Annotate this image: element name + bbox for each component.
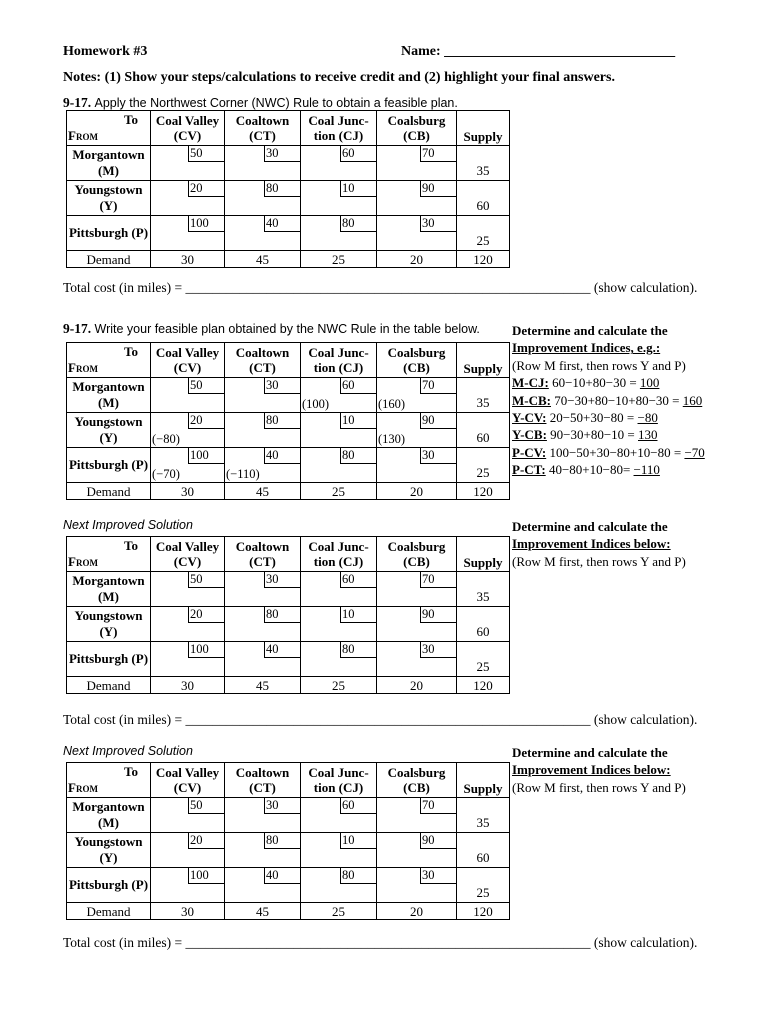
header-row bbox=[67, 763, 510, 798]
cost-box: 50 bbox=[188, 378, 224, 394]
supply-cell bbox=[457, 642, 510, 677]
demand-value: 25 bbox=[301, 903, 377, 920]
transportation-table bbox=[66, 536, 510, 694]
index-result: 100 bbox=[639, 375, 660, 391]
cost-box: 90 bbox=[420, 413, 456, 429]
allocation-cell[interactable] bbox=[151, 798, 225, 833]
cost-box: 20 bbox=[188, 413, 224, 429]
row-label-y: Youngstown (Y) bbox=[67, 607, 151, 642]
column-header-cj: Coal Junc- tion (CJ) bbox=[301, 343, 377, 378]
index-cell-label: P-CT: bbox=[512, 462, 546, 478]
allocation-cell[interactable] bbox=[151, 448, 225, 483]
supply-cell bbox=[457, 413, 510, 448]
question-2-text: Write your feasible plan obtained by the NWC Rule in the table below. bbox=[94, 322, 480, 336]
supply-cell bbox=[457, 607, 510, 642]
indices-panel-3 bbox=[512, 744, 752, 796]
total-cost-line-2: Total cost (in miles) = ____________________________________________________________ (show calculation). bbox=[63, 712, 698, 727]
indices-note: (Row M first, then rows Y and P) bbox=[512, 357, 686, 373]
question-1-number: 9-17. bbox=[63, 95, 92, 110]
cost-box: 80 bbox=[264, 181, 300, 197]
row-label-y: Youngstown (Y) bbox=[67, 413, 151, 448]
supply-header bbox=[457, 537, 510, 572]
row-label-p: Pittsburgh (P) bbox=[67, 868, 151, 903]
indices-heading-line-2: Improvement Indices, e.g.: bbox=[512, 340, 661, 356]
allocation-cell[interactable] bbox=[377, 146, 457, 181]
homework-title: Homework #3 bbox=[63, 44, 148, 59]
supply-cell bbox=[457, 448, 510, 483]
allocation-cell[interactable] bbox=[151, 642, 225, 677]
allocation-cell[interactable] bbox=[377, 378, 457, 413]
column-header-cb: Coalsburg (CB) bbox=[377, 537, 457, 572]
question-1 bbox=[63, 95, 458, 111]
index-result: 130 bbox=[638, 427, 658, 443]
supply-header-label: Supply bbox=[463, 361, 503, 376]
allocation-cell[interactable] bbox=[377, 642, 457, 677]
cost-box: 60 bbox=[340, 572, 376, 588]
cost-box: 10 bbox=[340, 833, 376, 849]
allocation-cell[interactable] bbox=[151, 378, 225, 413]
column-header-cv: Coal Valley (CV) bbox=[151, 537, 225, 572]
table-row bbox=[67, 216, 510, 251]
demand-value: 20 bbox=[377, 677, 457, 694]
supply-header-label: Supply bbox=[463, 781, 503, 796]
row-label-m: Morgantown (M) bbox=[67, 378, 151, 413]
allocation-cell[interactable] bbox=[225, 413, 301, 448]
demand-label: Demand bbox=[67, 483, 151, 500]
supply-cell bbox=[457, 216, 510, 251]
to-label: To bbox=[124, 764, 138, 779]
demand-value: 25 bbox=[301, 677, 377, 694]
cost-box: 50 bbox=[188, 146, 224, 162]
column-header-cj: Coal Junc- tion (CJ) bbox=[301, 537, 377, 572]
improvement-index-line bbox=[512, 444, 752, 461]
table-row bbox=[67, 181, 510, 216]
from-label: From bbox=[68, 128, 98, 143]
allocation-cell[interactable] bbox=[151, 833, 225, 868]
supply-value: 60 bbox=[476, 624, 490, 639]
table-row bbox=[67, 833, 510, 868]
indices-heading-line-1: Determine and calculate the bbox=[512, 519, 668, 534]
cost-box: 100 bbox=[188, 216, 224, 232]
supply-value: 35 bbox=[476, 163, 490, 178]
index-result: −80 bbox=[637, 410, 658, 426]
cost-box: 80 bbox=[340, 868, 376, 884]
index-expression: 20−50+30−80 = bbox=[549, 410, 638, 426]
notes: Notes: (1) Show your steps/calculations to receive credit and (2) highlight your final answers. bbox=[63, 70, 615, 85]
allocation-cell[interactable] bbox=[377, 216, 457, 251]
header-row bbox=[67, 343, 510, 378]
table-row bbox=[67, 448, 510, 483]
supply-value: 35 bbox=[476, 815, 490, 830]
cost-box: 70 bbox=[420, 798, 456, 814]
row-label-p: Pittsburgh (P) bbox=[67, 448, 151, 483]
allocation-cell[interactable] bbox=[301, 642, 377, 677]
corner-cell bbox=[67, 111, 151, 146]
improvement-index: (−70) bbox=[152, 467, 180, 481]
total-cost-line-3: Total cost (in miles) = ____________________________________________________________ (show calculation). bbox=[63, 935, 698, 950]
row-label-m: Morgantown (M) bbox=[67, 798, 151, 833]
improvement-index: (−110) bbox=[226, 467, 260, 481]
total-value: 120 bbox=[457, 903, 510, 920]
supply-value: 35 bbox=[476, 395, 490, 410]
cost-box: 80 bbox=[340, 216, 376, 232]
indices-heading-line-2: Improvement Indices below: bbox=[512, 536, 671, 552]
row-label-p: Pittsburgh (P) bbox=[67, 216, 151, 251]
allocation-cell[interactable] bbox=[301, 378, 377, 413]
to-label: To bbox=[124, 538, 138, 553]
row-label-p: Pittsburgh (P) bbox=[67, 642, 151, 677]
demand-row bbox=[67, 677, 510, 694]
next-solution-label-2: Next Improved Solution bbox=[63, 744, 193, 758]
cost-box: 10 bbox=[340, 181, 376, 197]
demand-value: 45 bbox=[225, 483, 301, 500]
improvement-index: (100) bbox=[302, 397, 330, 411]
cost-box: 30 bbox=[264, 146, 300, 162]
allocation-cell[interactable] bbox=[225, 868, 301, 903]
name-field bbox=[401, 44, 675, 60]
supply-header-label: Supply bbox=[463, 129, 503, 144]
supply-value: 60 bbox=[476, 850, 490, 865]
improvement-index: (−80) bbox=[152, 432, 180, 446]
allocation-cell[interactable] bbox=[225, 642, 301, 677]
supply-header-label: Supply bbox=[463, 555, 503, 570]
allocation-cell[interactable] bbox=[225, 448, 301, 483]
cost-box: 30 bbox=[420, 448, 456, 464]
index-cell-label: P-CV: bbox=[512, 444, 547, 460]
table-row bbox=[67, 378, 510, 413]
demand-value: 45 bbox=[225, 251, 301, 268]
demand-value: 20 bbox=[377, 483, 457, 500]
index-result: 160 bbox=[682, 392, 703, 408]
indices-heading-line-1: Determine and calculate the bbox=[512, 323, 668, 338]
improvement-index: (160) bbox=[378, 397, 406, 411]
allocation-cell[interactable] bbox=[225, 572, 301, 607]
row-label-y: Youngstown (Y) bbox=[67, 833, 151, 868]
supply-cell bbox=[457, 378, 510, 413]
from-label: From bbox=[68, 554, 98, 569]
cost-box: 80 bbox=[340, 448, 376, 464]
allocation-cell[interactable] bbox=[301, 216, 377, 251]
table-row bbox=[67, 146, 510, 181]
cost-box: 80 bbox=[264, 413, 300, 429]
indices-panel-1 bbox=[512, 322, 752, 479]
indices-heading-line-2: Improvement Indices below: bbox=[512, 762, 671, 778]
index-cell-label: Y-CV: bbox=[512, 410, 547, 426]
index-cell-label: M-CJ: bbox=[512, 375, 549, 391]
question-1-text: Apply the Northwest Corner (NWC) Rule to obtain a feasible plan. bbox=[94, 96, 458, 110]
index-cell-label: Y-CB: bbox=[512, 427, 547, 443]
supply-cell bbox=[457, 798, 510, 833]
allocation-cell[interactable] bbox=[301, 448, 377, 483]
allocation-cell[interactable] bbox=[301, 181, 377, 216]
row-label-m: Morgantown (M) bbox=[67, 572, 151, 607]
indices-panel-2 bbox=[512, 518, 752, 570]
allocation-cell[interactable] bbox=[377, 798, 457, 833]
cost-box: 90 bbox=[420, 181, 456, 197]
cost-box: 30 bbox=[420, 216, 456, 232]
supply-cell bbox=[457, 833, 510, 868]
column-header-cv: Coal Valley (CV) bbox=[151, 111, 225, 146]
improvement-index-line bbox=[512, 409, 752, 426]
demand-value: 25 bbox=[301, 483, 377, 500]
cost-box: 70 bbox=[420, 378, 456, 394]
improvement-index: (130) bbox=[378, 432, 406, 446]
supply-cell bbox=[457, 146, 510, 181]
cost-box: 60 bbox=[340, 146, 376, 162]
cost-box: 40 bbox=[264, 448, 300, 464]
demand-value: 25 bbox=[301, 251, 377, 268]
supply-header bbox=[457, 343, 510, 378]
cost-box: 60 bbox=[340, 378, 376, 394]
supply-value: 25 bbox=[476, 659, 490, 674]
table-row bbox=[67, 413, 510, 448]
allocation-cell[interactable] bbox=[377, 448, 457, 483]
allocation-cell[interactable] bbox=[151, 572, 225, 607]
header-row bbox=[67, 111, 510, 146]
transportation-table bbox=[66, 110, 510, 268]
supply-value: 60 bbox=[476, 430, 490, 445]
allocation-cell[interactable] bbox=[301, 572, 377, 607]
name-line: _________________________________ bbox=[444, 44, 676, 59]
cost-box: 40 bbox=[264, 216, 300, 232]
indices-note: (Row M first, then rows Y and P) bbox=[512, 553, 686, 569]
supply-header bbox=[457, 763, 510, 798]
improvement-index-line bbox=[512, 461, 752, 478]
name-label: Name: bbox=[401, 44, 441, 59]
cost-box: 90 bbox=[420, 833, 456, 849]
cost-box: 100 bbox=[188, 642, 224, 658]
header-row bbox=[67, 537, 510, 572]
cost-box: 70 bbox=[420, 146, 456, 162]
allocation-cell[interactable] bbox=[225, 181, 301, 216]
demand-value: 45 bbox=[225, 677, 301, 694]
table-row bbox=[67, 572, 510, 607]
allocation-cell[interactable] bbox=[377, 607, 457, 642]
demand-value: 45 bbox=[225, 903, 301, 920]
index-result: −70 bbox=[684, 444, 705, 460]
cost-box: 60 bbox=[340, 798, 376, 814]
supply-value: 25 bbox=[476, 465, 490, 480]
supply-header bbox=[457, 111, 510, 146]
question-2-number: 9-17. bbox=[63, 321, 92, 336]
to-label: To bbox=[124, 112, 138, 127]
column-header-ct: Coaltown (CT) bbox=[225, 343, 301, 378]
supply-cell bbox=[457, 181, 510, 216]
allocation-cell[interactable] bbox=[225, 146, 301, 181]
demand-row bbox=[67, 903, 510, 920]
cost-box: 80 bbox=[264, 833, 300, 849]
demand-value: 20 bbox=[377, 903, 457, 920]
transportation-table bbox=[66, 762, 510, 920]
indices-note: (Row M first, then rows Y and P) bbox=[512, 779, 686, 795]
total-value: 120 bbox=[457, 251, 510, 268]
allocation-cell[interactable] bbox=[301, 146, 377, 181]
transportation-table bbox=[66, 342, 510, 500]
allocation-cell[interactable] bbox=[151, 181, 225, 216]
index-expression: 100−50+30−80+10−80 = bbox=[549, 444, 685, 460]
cost-box: 30 bbox=[264, 378, 300, 394]
to-label: To bbox=[124, 344, 138, 359]
demand-value: 20 bbox=[377, 251, 457, 268]
column-header-cj: Coal Junc- tion (CJ) bbox=[301, 763, 377, 798]
cost-box: 80 bbox=[264, 607, 300, 623]
allocation-cell[interactable] bbox=[151, 607, 225, 642]
cost-box: 30 bbox=[264, 798, 300, 814]
table-row bbox=[67, 798, 510, 833]
allocation-cell[interactable] bbox=[377, 868, 457, 903]
supply-cell bbox=[457, 572, 510, 607]
allocation-cell[interactable] bbox=[151, 216, 225, 251]
corner-cell bbox=[67, 343, 151, 378]
next-solution-label-1: Next Improved Solution bbox=[63, 518, 193, 532]
cost-box: 20 bbox=[188, 607, 224, 623]
question-2 bbox=[63, 321, 480, 337]
allocation-cell[interactable] bbox=[225, 607, 301, 642]
column-header-ct: Coaltown (CT) bbox=[225, 537, 301, 572]
cost-box: 10 bbox=[340, 607, 376, 623]
supply-value: 60 bbox=[476, 198, 490, 213]
column-header-cb: Coalsburg (CB) bbox=[377, 111, 457, 146]
demand-value: 30 bbox=[151, 251, 225, 268]
from-label: From bbox=[68, 780, 98, 795]
improvement-index-line bbox=[512, 392, 752, 409]
cost-box: 20 bbox=[188, 181, 224, 197]
allocation-cell[interactable] bbox=[377, 181, 457, 216]
demand-row bbox=[67, 251, 510, 268]
allocation-cell[interactable] bbox=[301, 833, 377, 868]
column-header-ct: Coaltown (CT) bbox=[225, 111, 301, 146]
corner-cell bbox=[67, 537, 151, 572]
corner-cell bbox=[67, 763, 151, 798]
allocation-cell[interactable] bbox=[301, 798, 377, 833]
column-header-cv: Coal Valley (CV) bbox=[151, 763, 225, 798]
allocation-cell[interactable] bbox=[301, 413, 377, 448]
total-value: 120 bbox=[457, 483, 510, 500]
demand-label: Demand bbox=[67, 251, 151, 268]
demand-label: Demand bbox=[67, 903, 151, 920]
demand-row bbox=[67, 483, 510, 500]
allocation-cell[interactable] bbox=[225, 798, 301, 833]
cost-box: 100 bbox=[188, 868, 224, 884]
demand-label: Demand bbox=[67, 677, 151, 694]
allocation-cell[interactable] bbox=[151, 413, 225, 448]
indices-heading-line-1: Determine and calculate the bbox=[512, 745, 668, 760]
allocation-cell[interactable] bbox=[377, 572, 457, 607]
row-label-y: Youngstown (Y) bbox=[67, 181, 151, 216]
cost-box: 10 bbox=[340, 413, 376, 429]
row-label-m: Morgantown (M) bbox=[67, 146, 151, 181]
supply-value: 35 bbox=[476, 589, 490, 604]
column-header-cj: Coal Junc- tion (CJ) bbox=[301, 111, 377, 146]
total-cost-line-1: Total cost (in miles) = ____________________________________________________________ (show calculation). bbox=[63, 280, 698, 295]
cost-box: 30 bbox=[264, 572, 300, 588]
supply-value: 25 bbox=[476, 233, 490, 248]
allocation-cell[interactable] bbox=[225, 216, 301, 251]
index-result: −110 bbox=[633, 462, 660, 478]
cost-box: 40 bbox=[264, 642, 300, 658]
cost-box: 50 bbox=[188, 798, 224, 814]
total-value: 120 bbox=[457, 677, 510, 694]
allocation-cell[interactable] bbox=[377, 833, 457, 868]
cost-box: 20 bbox=[188, 833, 224, 849]
allocation-cell[interactable] bbox=[301, 607, 377, 642]
cost-box: 30 bbox=[420, 642, 456, 658]
supply-value: 25 bbox=[476, 885, 490, 900]
allocation-cell[interactable] bbox=[151, 146, 225, 181]
allocation-cell[interactable] bbox=[301, 868, 377, 903]
cost-box: 80 bbox=[340, 642, 376, 658]
demand-value: 30 bbox=[151, 483, 225, 500]
column-header-cv: Coal Valley (CV) bbox=[151, 343, 225, 378]
cost-box: 40 bbox=[264, 868, 300, 884]
cost-box: 90 bbox=[420, 607, 456, 623]
cost-box: 30 bbox=[420, 868, 456, 884]
column-header-cb: Coalsburg (CB) bbox=[377, 763, 457, 798]
demand-value: 30 bbox=[151, 677, 225, 694]
cost-box: 50 bbox=[188, 572, 224, 588]
supply-cell bbox=[457, 868, 510, 903]
cost-box: 100 bbox=[188, 448, 224, 464]
index-expression: 40−80+10−80= bbox=[548, 462, 634, 478]
column-header-ct: Coaltown (CT) bbox=[225, 763, 301, 798]
demand-value: 30 bbox=[151, 903, 225, 920]
index-cell-label: M-CB: bbox=[512, 392, 551, 408]
table-row bbox=[67, 607, 510, 642]
allocation-cell[interactable] bbox=[225, 378, 301, 413]
improvement-index-line bbox=[512, 426, 752, 443]
index-expression: 60−10+80−30 = bbox=[552, 375, 640, 391]
allocation-cell[interactable] bbox=[225, 833, 301, 868]
table-row bbox=[67, 642, 510, 677]
from-label: From bbox=[68, 360, 98, 375]
index-expression: 70−30+80−10+80−30 = bbox=[554, 392, 683, 408]
cost-box: 70 bbox=[420, 572, 456, 588]
allocation-cell[interactable] bbox=[377, 413, 457, 448]
column-header-cb: Coalsburg (CB) bbox=[377, 343, 457, 378]
improvement-index-line bbox=[512, 374, 752, 391]
index-expression: 90−30+80−10 = bbox=[550, 427, 638, 443]
table-row bbox=[67, 868, 510, 903]
allocation-cell[interactable] bbox=[151, 868, 225, 903]
